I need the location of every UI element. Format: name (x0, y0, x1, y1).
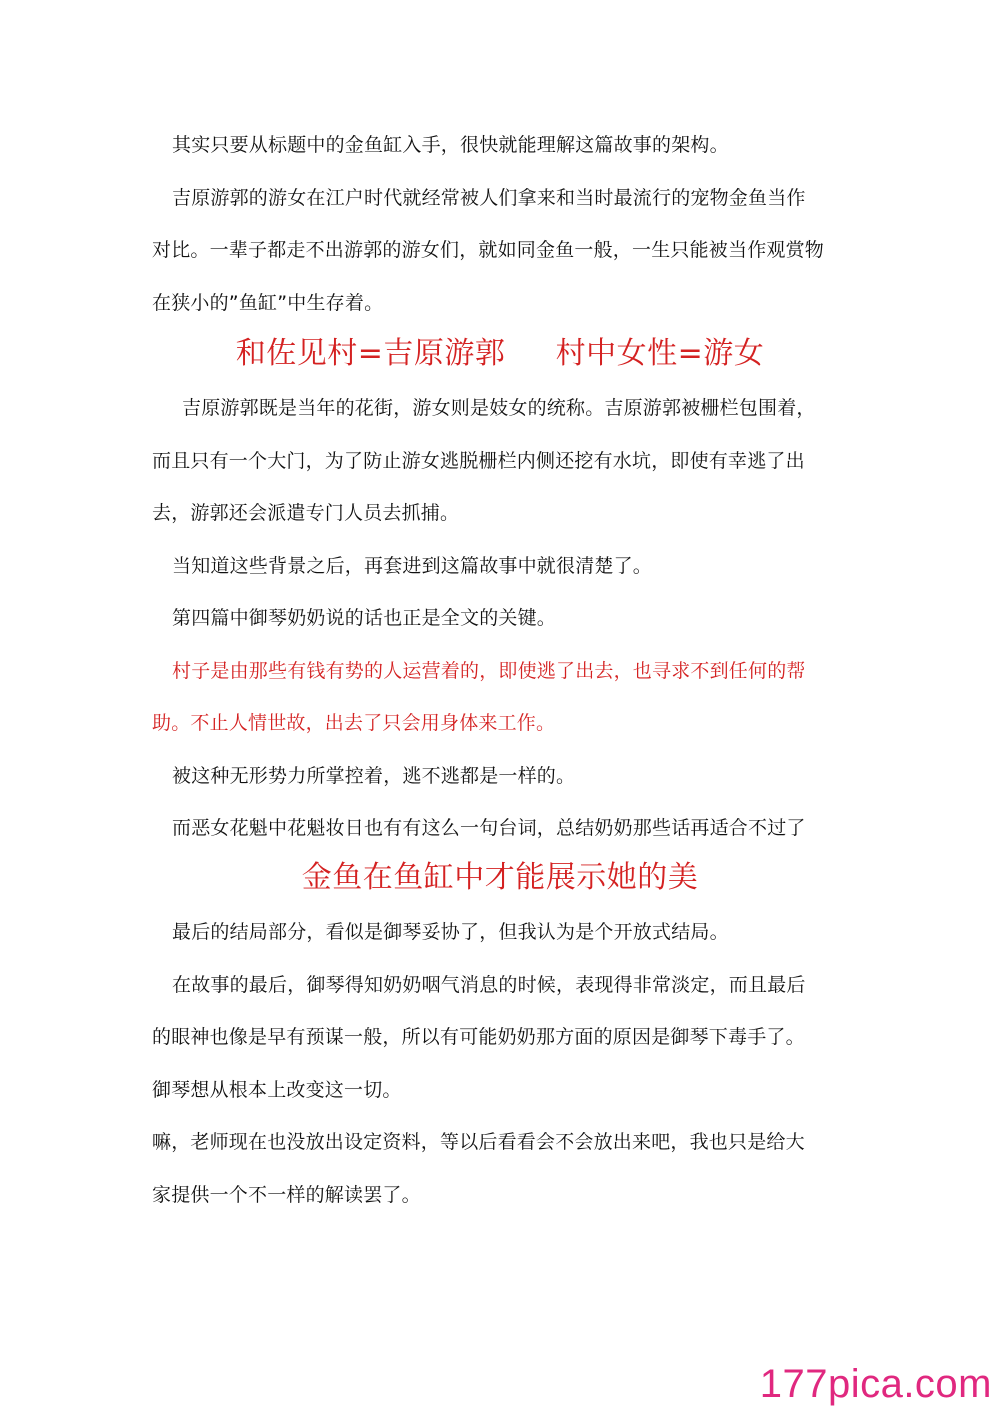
paragraph-line: 去，游郭还会派遣专门人员去抓捕。 (152, 502, 460, 524)
paragraph-line: 嘛，老师现在也没放出设定资料，等以后看看会不会放出来吧，我也只是给大 (152, 1131, 805, 1153)
section-heading: 金鱼在鱼缸中才能展示她的美 (301, 860, 699, 895)
paragraph-line: 而恶女花魁中花魁妆日也有有这么一句台词，总结奶奶那些话再适合不过了 (172, 817, 806, 839)
paragraph-line: 的眼神也像是早有预谋一般，所以有可能奶奶那方面的原因是御琴下毒手了。 (152, 1026, 805, 1048)
paragraph-line: 御琴想从根本上改变这一切。 (152, 1079, 402, 1101)
paragraph-line: 第四篇中御琴奶奶说的话也正是全文的关键。 (172, 607, 557, 629)
paragraph-line: 而且只有一个大门，为了防止游女逃脱栅栏内侧还挖有水坑，即使有幸逃了出 (152, 450, 805, 472)
paragraph-line: 吉原游郭的游女在江户时代就经常被人们拿来和当时最流行的宠物金鱼当作 (172, 187, 806, 209)
paragraph-line: 对比。一辈子都走不出游郭的游女们，就如同金鱼一般，一生只能被当作观赏物 (152, 239, 825, 261)
paragraph-line: 最后的结局部分，看似是御琴妥协了，但我认为是个开放式结局。 (172, 921, 729, 943)
paragraph-line: 家提供一个不一样的解读罢了。 (152, 1184, 421, 1206)
paragraph-line: 在故事的最后，御琴得知奶奶咽气消息的时候，表现得非常淡定，而且最后 (172, 974, 806, 996)
quote-line: 村子是由那些有钱有势的人运营着的，即使逃了出去，也寻求不到任何的帮 (172, 660, 806, 682)
paragraph-line: 在狭小的”鱼缸”中生存着。 (152, 292, 384, 314)
paragraph-line: 其实只要从标题中的金鱼缸入手，很快就能理解这篇故事的架构。 (172, 134, 729, 156)
section-heading: 和佐见村=吉原游郭 村中女性=游女 (235, 336, 765, 371)
site-watermark: 177pica.com (759, 1362, 992, 1406)
paragraph-line: 吉原游郭既是当年的花街，游女则是妓女的统称。吉原游郭被栅栏包围着， (182, 397, 816, 419)
paragraph-line: 被这种无形势力所掌控着，逃不逃都是一样的。 (172, 765, 576, 787)
paragraph-line: 当知道这些背景之后，再套进到这篇故事中就很清楚了。 (172, 555, 653, 577)
quote-line: 助。不止人情世故，出去了只会用身体来工作。 (152, 712, 556, 734)
